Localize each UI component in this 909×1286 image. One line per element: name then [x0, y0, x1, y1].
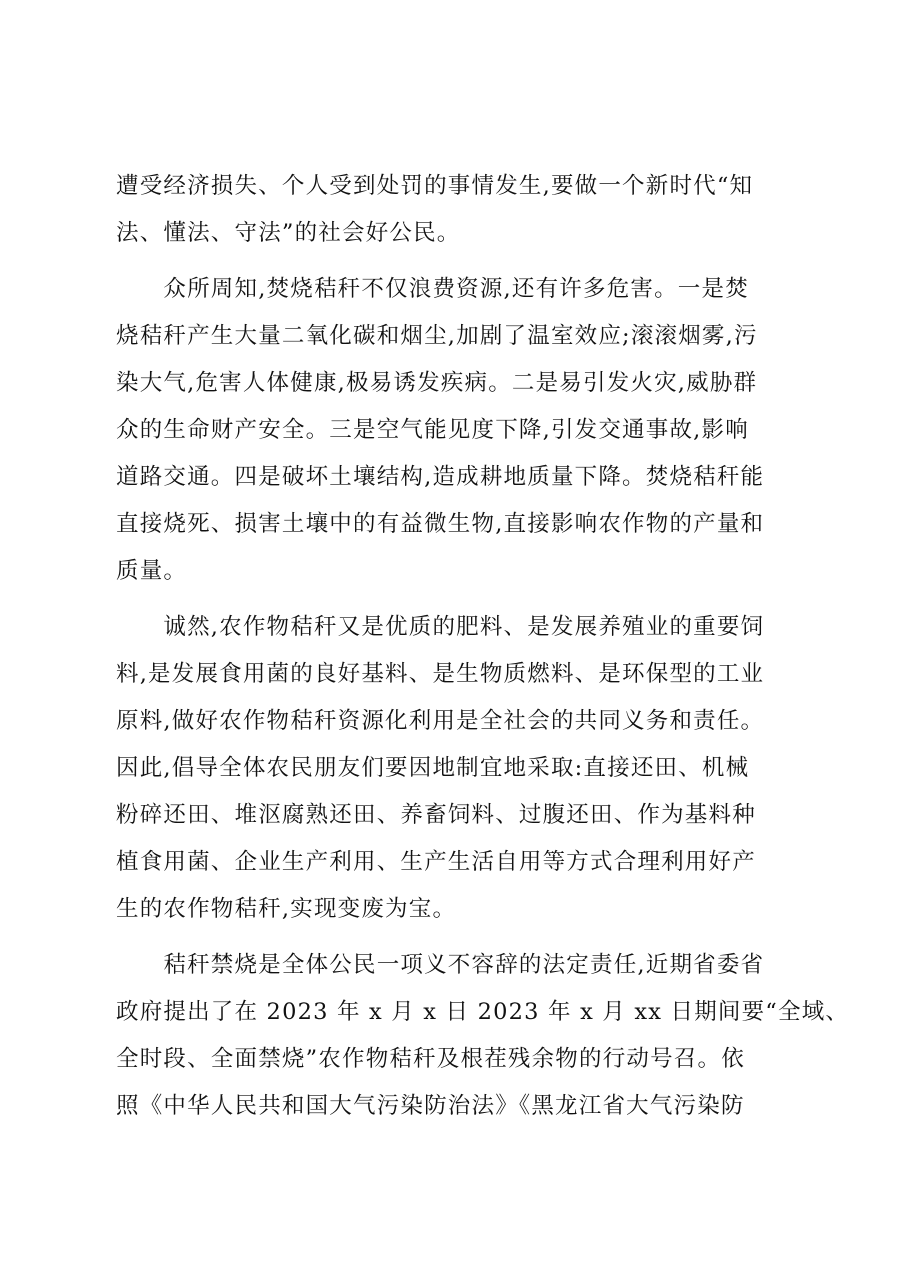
text-line: 植食用菌、企业生产利用、生产生活自用等方式合理利用好产: [116, 849, 756, 875]
document-body: [116, 163, 850, 1130]
text-line: 遭受经济损失、个人受到处罚的事情发生,要做一个新时代“知: [116, 173, 754, 199]
text-line: 政府提出了在 2023 年 x 月 x 日 2023 年 x 月 xx 日期间要“全域、: [116, 999, 850, 1025]
text-line: 众所周知,焚烧秸秆不仅浪费资源,还有许多危害。一是焚: [116, 276, 749, 302]
paragraph-gap: [116, 595, 806, 604]
text-line: 直接烧死、损害土壤中的有益微生物,直接影响农作物的产量和: [116, 511, 765, 537]
text-line: 法、懂法、守法”的社会好公民。: [116, 220, 461, 246]
text-line: 道路交通。四是破坏土壤结构,造成耕地质量下降。焚烧秸秆能: [116, 464, 765, 490]
text-line: 照《中华人民共和国大气污染防治法》《黑龙江省大气污染防: [116, 1093, 745, 1119]
text-line: 诚然,农作物秸秆又是优质的肥料、是发展养殖业的重要饲: [116, 614, 765, 640]
paragraph: [116, 163, 806, 257]
paragraph-gap: [116, 257, 806, 266]
paragraph: [116, 942, 850, 1130]
text-line: 众的生命财产安全。三是空气能见度下降,引发交通事故,影响: [116, 417, 749, 443]
text-line: 质量。: [116, 558, 188, 584]
paragraph: [116, 604, 806, 933]
paragraph-gap: [116, 933, 806, 942]
text-line: 原料,做好农作物秸秆资源化利用是全社会的共同义务和责任。: [116, 708, 765, 734]
text-line: 粉碎还田、堆沤腐熟还田、养畜饲料、过腹还田、作为基料种: [116, 802, 756, 828]
text-line: 染大气,危害人体健康,极易诱发疾病。二是易引发火灾,威胁群: [116, 370, 758, 396]
text-line: 全时段、全面禁烧”农作物秸秆及根茬残余物的行动号召。依: [116, 1046, 745, 1072]
text-line: 因此,倡导全体农民朋友们要因地制宜地采取:直接还田、机械: [116, 755, 750, 781]
paragraph: [116, 266, 806, 595]
text-line: 秸秆禁烧是全体公民一项义不容辞的法定责任,近期省委省: [116, 952, 765, 978]
text-line: 料,是发展食用菌的良好基料、是生物质燃料、是环保型的工业: [116, 661, 765, 687]
text-line: 生的农作物秸秆,实现变废为宝。: [116, 896, 457, 922]
text-line: 烧秸秆产生大量二氧化碳和烟尘,加剧了温室效应;滚滚烟雾,污: [116, 323, 758, 349]
